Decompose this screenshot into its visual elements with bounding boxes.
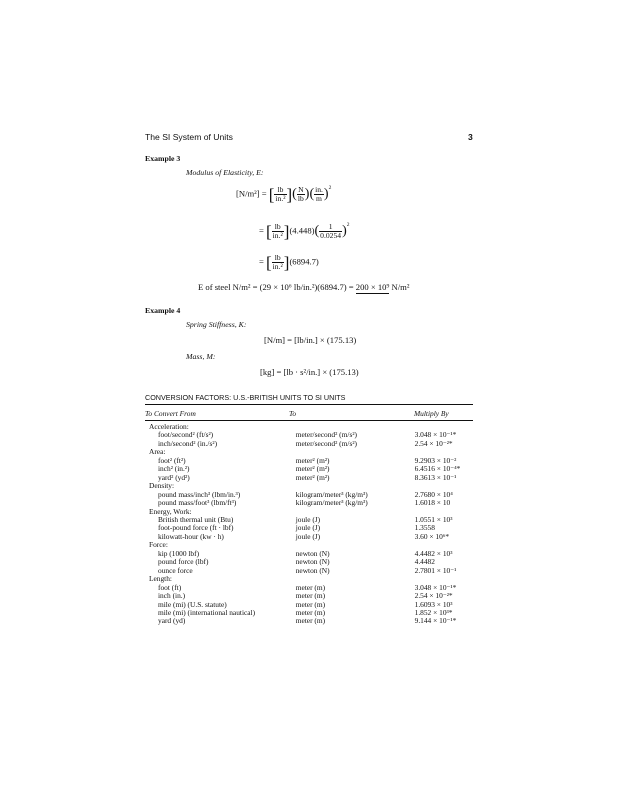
cell-to: meter² (m²) xyxy=(295,455,330,465)
cell-from: kip (1000 lbf) xyxy=(158,548,200,558)
cell-from: kilowatt-hour (kw · h) xyxy=(158,531,224,541)
eq3-lb-fraction: $\frac{lb}{\text{in.²}}$ xyxy=(272,253,283,271)
cell-from: inch² (in.²) xyxy=(158,464,190,474)
cell-from: foot² (ft²) xyxy=(158,455,186,465)
table-row xyxy=(145,474,473,482)
cell-to: kilogram/meter³ (kg/m³) xyxy=(295,489,368,499)
cell-factor: 6.4516 × 10⁻⁴* xyxy=(414,464,461,474)
cell-from: pound mass/inch³ (lbm/in.³) xyxy=(158,489,241,499)
cell-from: Energy, Work: xyxy=(149,506,192,516)
page-number: 3 xyxy=(468,132,473,142)
cell-factor: 1.852 × 10³* xyxy=(414,607,453,617)
modulus-title: Modulus of Elasticity, E: xyxy=(186,168,264,177)
cell-to: joule (J) xyxy=(295,523,321,533)
eq1-lb-fraction: $\frac{lb}{\text{in.²}}$ xyxy=(275,185,286,203)
cell-from: Area: xyxy=(149,447,166,457)
table-row xyxy=(145,567,473,575)
cell-to: kilogram/meter³ (kg/m³) xyxy=(295,498,368,508)
cell-to: meter (m) xyxy=(295,582,326,592)
cell-from: foot-pound force (ft · lbf) xyxy=(158,523,234,533)
equation-line-3: = [ $\frac{lb}{\text{in.²}}$ ](6894.7) xyxy=(259,253,319,272)
col-header-to: To xyxy=(289,409,297,418)
table-header-rule xyxy=(145,420,473,421)
cell-from: Force: xyxy=(149,540,168,550)
cell-factor: 2.7801 × 10⁻¹ xyxy=(414,565,457,575)
cell-factor: 9.2903 × 10⁻² xyxy=(414,455,457,465)
spring-stiffness-title: Spring Stiffness, K: xyxy=(186,320,247,329)
steel-result-value: 200 × 10⁹ xyxy=(355,282,390,292)
cell-from: foot/second² (ft/s²) xyxy=(158,430,214,440)
cell-to: newton (N) xyxy=(295,565,330,575)
cell-from: mile (mi) (international nautical) xyxy=(158,607,256,617)
eq2-one-fraction: $\frac{1}{0.0254}$ xyxy=(320,222,342,240)
equation-line-1: [N/m²] = [ $\frac{lb}{\text{in.²}}$ ]( $\frac{N}{lb}$ )( $\frac{in.}{m}$ )$^2$ xyxy=(236,185,332,204)
cell-factor: 1.3558 xyxy=(414,523,435,533)
cell-factor: 2.7680 × 10⁴ xyxy=(414,489,453,499)
cell-to: meter (m) xyxy=(295,599,326,609)
cell-factor: 4.4482 × 10³ xyxy=(414,548,453,558)
cell-to: newton (N) xyxy=(295,548,330,558)
cell-to: newton (N) xyxy=(295,557,330,567)
cell-factor: 3.60 × 10⁶* xyxy=(414,531,450,541)
steel-result-line: E of steel N/m² = (29 × 10⁶ lb/in.²)(6894.7) = 200 × 10⁹ N/m² xyxy=(198,282,410,292)
cell-factor: 9.144 × 10⁻¹* xyxy=(414,616,457,626)
example-4-label: Example 4 xyxy=(145,306,181,315)
cell-from: British thermal unit (Btu) xyxy=(158,514,234,524)
cell-factor: 3.048 × 10⁻¹* xyxy=(414,430,457,440)
eq1-lhs: [N/m²] = xyxy=(236,188,269,199)
cell-from: inch (in.) xyxy=(158,591,186,601)
cell-to: joule (J) xyxy=(295,531,321,541)
eq2-lb-fraction: $\frac{lb}{\text{in.²}}$ xyxy=(272,222,283,240)
table-row xyxy=(145,440,473,448)
cell-to: meter/second² (m/s²) xyxy=(295,430,357,440)
table-row xyxy=(145,533,473,541)
table-row xyxy=(145,499,473,507)
cell-factor: 3.048 × 10⁻¹* xyxy=(414,582,457,592)
cell-factor: 8.3613 × 10⁻¹ xyxy=(414,472,457,482)
cell-factor: 2.54 × 10⁻²* xyxy=(414,438,453,448)
mass-equation: [kg] = [lb · s²/in.] × (175.13) xyxy=(260,367,359,377)
cell-factor: 2.54 × 10⁻²* xyxy=(414,591,453,601)
conversion-table-body xyxy=(145,423,473,626)
cell-to: meter (m) xyxy=(295,616,326,626)
cell-from: pound mass/foot³ (lbm/ft³) xyxy=(158,498,237,508)
table-top-rule xyxy=(145,404,473,405)
cell-from: Length: xyxy=(149,574,172,584)
cell-from: inch/second² (in./s²) xyxy=(158,438,218,448)
cell-to: meter (m) xyxy=(295,591,326,601)
cell-from: Density: xyxy=(149,481,175,491)
cell-factor: 1.0551 × 10³ xyxy=(414,514,453,524)
cell-to: meter² (m²) xyxy=(295,472,330,482)
cell-to: meter² (m²) xyxy=(295,464,330,474)
eq1-in-fraction: $\frac{in.}{m}$ xyxy=(315,185,323,203)
cell-to: meter/second² (m/s²) xyxy=(295,438,357,448)
cell-from: foot (ft) xyxy=(158,582,182,592)
conversion-table-title: CONVERSION FACTORS: U.S.-BRITISH UNITS TO SI UNITS xyxy=(145,393,346,402)
cell-from: mile (mi) (U.S. statute) xyxy=(158,599,227,609)
mass-title: Mass, M: xyxy=(186,352,216,361)
cell-from: yard² (yd²) xyxy=(158,472,190,482)
equation-line-2: = [ $\frac{lb}{\text{in.²}}$ ](4.448)( $\frac{1}{0.0254}$ )$^2$ xyxy=(259,222,350,241)
cell-from: Acceleration: xyxy=(149,422,189,431)
cell-from: pound force (lbf) xyxy=(158,557,209,567)
cell-from: ounce force xyxy=(158,565,193,575)
cell-factor: 1.6018 × 10 xyxy=(414,498,451,508)
conversion-table xyxy=(145,423,473,626)
cell-to: meter (m) xyxy=(295,607,326,617)
table-row xyxy=(145,617,473,625)
example-3-label: Example 3 xyxy=(145,154,181,163)
cell-factor: 4.4482 xyxy=(414,557,435,567)
cell-to: joule (J) xyxy=(295,514,321,524)
spring-equation: [N/m] = [lb/in.] × (175.13) xyxy=(264,335,357,345)
eq1-n-fraction: $\frac{N}{lb}$ xyxy=(297,185,304,203)
cell-from: yard (yd) xyxy=(158,616,186,626)
cell-factor: 1.6093 × 10³ xyxy=(414,599,453,609)
col-header-from: To Convert From xyxy=(145,409,196,418)
running-header-title: The SI System of Units xyxy=(145,132,233,142)
col-header-multiply: Multiply By xyxy=(414,409,449,418)
